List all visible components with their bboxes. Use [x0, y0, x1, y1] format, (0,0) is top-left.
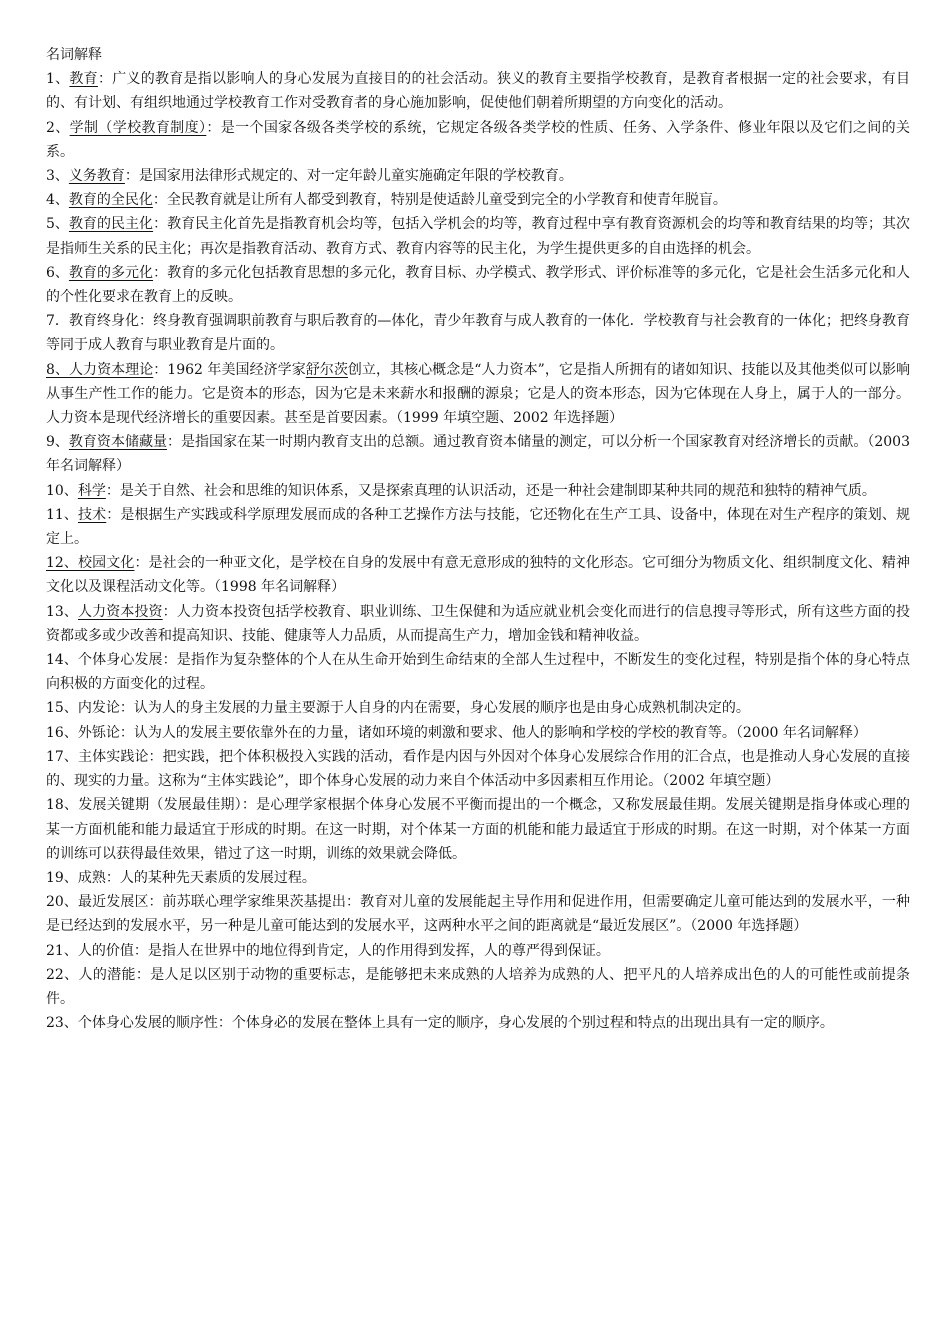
entry-term: 最近发展区 [78, 894, 149, 911]
entry-definition: ：认为人的发展主要依靠外在的力量，诸如环境的刺激和要求、他人的影响和学校的学校的教育等。（2000 年名词解释） [119, 724, 867, 741]
entry-number: 7． [46, 313, 69, 330]
entry-definition: ：全民教育就是让所有人都受到教育，特别是使适龄儿童受到完全的小学教育和使青年脱盲。 [152, 192, 727, 209]
entry-definition: ：认为人的身主发展的力量主要源于人自身的内在需要，身心发展的顺序也是由身心成熟机制决定的。 [119, 700, 750, 717]
entry-term: 人力资本投资 [78, 603, 163, 620]
glossary-entry [46, 939, 910, 963]
entry-number: 1、 [46, 71, 70, 88]
entry-number: 16、 [46, 724, 78, 741]
glossary-entry [46, 430, 910, 478]
entry-number: 19、 [46, 869, 78, 886]
entry-number: 6、 [46, 264, 69, 281]
entry-term: 8、人力资本理论 [46, 361, 154, 378]
page-heading: 名词解释 [46, 47, 102, 63]
glossary-list [46, 67, 910, 1035]
entry-number: 22、 [46, 966, 79, 983]
entry-number: 9、 [46, 434, 69, 451]
entry-term: 12、校园文化 [46, 555, 135, 572]
entry-term: 学制（学校教育制度） [69, 119, 207, 136]
glossary-entry [46, 503, 910, 551]
entry-number: 17、 [46, 748, 79, 765]
entry-term: 成熟 [77, 869, 106, 886]
entry-number: 20、 [46, 894, 79, 911]
entry-term: 人的潜能 [78, 966, 136, 983]
entry-definition-continued: 创立，其核心概念是“人力资本”，它是指人所拥有的诸如知识、技能以及其他类似可以影响从事生产性工作的能力。它是资本的形态，因为它是未来薪水和报酬的源泉；它是人的资本形态，因为它体现在人身上，属于人的一部分。人力资本是现代经济增长的重要因素。甚至是首要因素。（1999 年填空题、2002 年选择题） [46, 361, 910, 427]
glossary-entry [46, 212, 910, 260]
glossary-entry [46, 116, 910, 164]
entry-term: 主体实践论 [78, 748, 149, 765]
entry-term: 教育终身化 [68, 313, 140, 330]
entry-definition: ：个体身必的发展在整体上具有一定的顺序，身心发展的个别过程和特点的出现出具有一定的顺序。 [217, 1015, 834, 1032]
person-name: 舒尔茨 [305, 361, 348, 378]
entry-term: 个体身心发展 [78, 652, 163, 669]
entry-definition: ：是指国家在某一时期内教育支出的总额。通过教育资本储量的测定，可以分析一个国家教育对经济增长的贡献。（2003 年名词解释） [46, 434, 910, 475]
glossary-entry [46, 721, 910, 745]
entry-number: 10、 [46, 482, 78, 499]
entry-number: 15、 [46, 700, 78, 717]
entry-number: 21、 [46, 942, 78, 959]
entry-term: 教育的民主化 [68, 216, 154, 233]
entry-definition: ：把实践，把个体积极投入实践的活动，看作是内因与外因对个体身心发展综合作用的汇合点，也是推动人身心发展的直接的、现实的力量。这称为“主体实践论”，即个体身心发展的动力来自个体活动中多因素相互作用论。（2002 年填空题） [46, 748, 910, 790]
entry-term: 教育的多元化 [68, 264, 154, 281]
glossary-entry [46, 866, 910, 890]
glossary-entry [46, 164, 910, 188]
glossary-entry [46, 963, 910, 1011]
entry-definition: ：人的某种先天素质的发展过程。 [105, 869, 316, 886]
entry-definition: ：教育民主化首先是指教育机会均等，包括入学机会的均等，教育过程中享有教育资源机会的均等和教育结果的均等；其次是指师生关系的民主化；再次是指教育活动、教育方式、教育内容等的民主化，为学生提供更多的自由选择的机会。 [46, 216, 910, 257]
entry-term: 义务教育 [68, 168, 125, 185]
entry-term: 外铄论 [77, 724, 120, 741]
entry-number: 3、 [46, 168, 69, 185]
entry-definition: ：是国家用法律形式规定的、对一定年龄儿童实施确定年限的学校教育。 [124, 168, 573, 185]
glossary-entry [46, 793, 910, 866]
entry-number: 23、 [46, 1015, 78, 1032]
glossary-entry [46, 648, 910, 696]
glossary-entry [46, 745, 910, 793]
entry-term: 人的价值 [77, 942, 134, 959]
entry-definition: ：是指作为复杂整体的个人在从生命开始到生命结束的全部人生过程中，不断发生的变化过程，特别是指个体的身心特点向积极的方面变化的过程。 [46, 652, 911, 693]
glossary-entry [46, 309, 910, 357]
entry-number: 13、 [46, 603, 79, 620]
entry-definition: ：是指人在世界中的地位得到肯定，人的作用得到发挥，人的尊严得到保证。 [133, 942, 610, 959]
entry-number: 11、 [46, 506, 79, 523]
entry-term: 教育资本储藏量 [68, 434, 167, 451]
entry-definition: ：是人足以区别于动物的重要标志，是能够把未来成熟的人培养为成熟的人、把平凡的人培养成出色的人的可能性或前提条件。 [46, 966, 910, 1007]
glossary-entry [46, 696, 910, 720]
entry-definition: ：是一个国家各级各类学校的系统，它规定各级各类学校的性质、任务、入学条件、修业年限以及它们之间的关系。 [46, 119, 911, 160]
entry-number: 5、 [46, 216, 69, 233]
entry-definition: ：前苏联心理学家维果茨基提出：教育对儿童的发展能起主导作用和促进作用，但需要确定儿童可能达到的发展水平，一种是已经达到的发展水平，另一种是儿童可能达到的发展水平，这两种水平之间的距离就是“最近发展区”。（2000 年选择题） [46, 894, 910, 935]
glossary-entry [46, 600, 910, 648]
entry-term: 内发论 [77, 700, 120, 717]
glossary-entry [46, 188, 910, 212]
entry-definition: ：教育的多元化包括教育思想的多元化，教育目标、办学模式、教学形式、评价标准等的多元化，它是社会生活多元化和人的个性化要求在教育上的反映。 [46, 264, 910, 306]
entry-definition: ：是根据生产实践或科学原理发展而成的各种工艺操作方法与技能，它还物化在生产工具、设备中，体现在对生产程序的策划、规定上。 [46, 506, 911, 548]
entry-term: 教育 [69, 71, 98, 88]
entry-term: 发展关键期（发展最佳期） [78, 797, 242, 814]
entry-number: 2、 [46, 119, 70, 136]
entry-definition: ：终身教育强调职前教育与职后教育的—体化，青少年教育与成人教育的一体化．学校教育与社会教育的一体化；把终身教育等同于成人教育与职业教育是片面的。 [46, 313, 910, 354]
entry-definition: ：是社会的一种亚文化，是学校在自身的发展中有意无意形成的独特的文化形态。它可细分为物质文化、组织制度文化、精神文化以及课程活动文化等。（1998 年名词解释） [46, 555, 910, 596]
entry-definition: ：是心理学家根据个体身心发展不平衡而提出的一个概念，又称发展最佳期。发展关键期是指身体或心理的某一方面机能和能力最适宜于形成的时期。在这一时期，对个体某一方面的机能和能力最适宜于形成的时期。在这一时期，对个体某一方面的训练可以获得最佳效果，错过了这一时期，训练的效果就会降低。 [46, 797, 911, 862]
entry-term: 教育的全民化 [68, 192, 153, 209]
glossary-entry [46, 479, 910, 503]
entry-term: 科学 [77, 482, 106, 499]
entry-number: 4、 [46, 192, 69, 209]
glossary-entry [46, 67, 910, 115]
entry-term: 技术 [78, 506, 107, 523]
entry-term: 个体身心发展的顺序性 [77, 1015, 218, 1032]
entry-number: 18、 [46, 797, 79, 814]
glossary-entry [46, 1011, 910, 1035]
glossary-entry [46, 261, 910, 309]
entry-definition: ：广义的教育是指以影响人的身心发展为直接目的的社会活动。狭义的教育主要指学校教育，是教育者根据一定的社会要求，有目的、有计划、有组织地通过学校教育工作对受教育者的身心施加影响，促使他们朝着所期望的方向变化的活动。 [46, 71, 911, 112]
entry-definition: ：人力资本投资包括学校教育、职业训练、卫生保健和为适应就业机会变化而进行的信息搜寻等形式，所有这些方面的投资都或多或少改善和提高知识、技能、健康等人力品质，从而提高生产力，增加金钱和精神收益。 [46, 603, 911, 644]
entry-number: 14、 [46, 652, 79, 669]
glossary-entry [46, 551, 910, 599]
glossary-entry [46, 890, 910, 938]
glossary-entry [46, 358, 910, 431]
entry-definition: ：是关于自然、社会和思维的知识体系，又是探索真理的认识活动，还是一种社会建制即某种共同的规范和独特的精神气质。 [105, 482, 876, 499]
entry-definition: ：1962 年美国经济学家 [153, 361, 306, 378]
